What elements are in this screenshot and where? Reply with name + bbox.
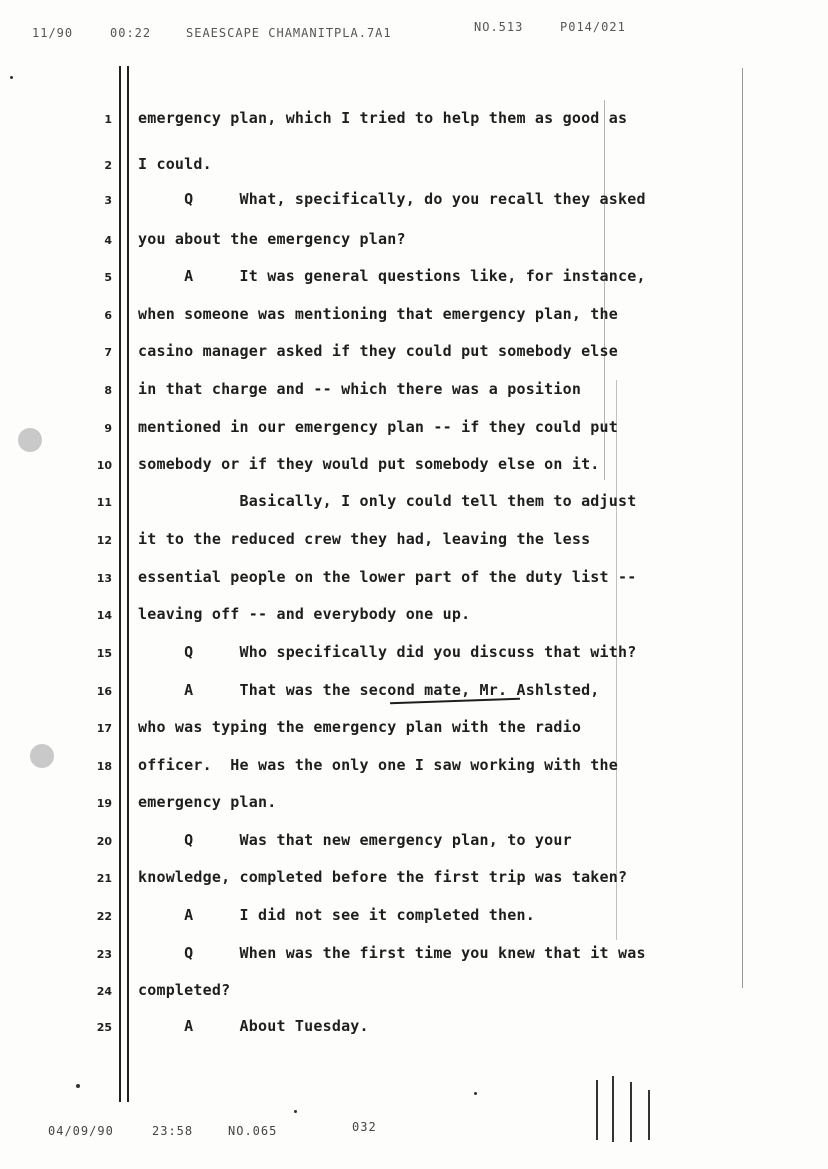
- fax-header-page: P014/021: [560, 20, 626, 34]
- line-text: knowledge, completed before the first trip was taken?: [138, 868, 628, 886]
- line-text: in that charge and -- which there was a position: [138, 380, 582, 398]
- scan-streak: [630, 1082, 632, 1142]
- line-number: 22: [96, 910, 112, 923]
- line-number: 21: [96, 872, 112, 885]
- line-text: emergency plan.: [138, 793, 277, 811]
- transcript-line: [0, 827, 828, 857]
- transcript-line: [0, 601, 828, 631]
- transcript-line: [0, 301, 828, 331]
- scan-speck: [10, 76, 13, 79]
- line-number: 6: [104, 309, 112, 322]
- fax-footer: [40, 1120, 540, 1144]
- line-text: Q What, specifically, do you recall they asked: [138, 190, 646, 208]
- transcript-line: [0, 752, 828, 782]
- fax-header-date: 11/90: [32, 26, 74, 40]
- transcript-line: [0, 263, 828, 293]
- line-number: 17: [96, 722, 112, 735]
- transcript-line: [0, 639, 828, 669]
- line-number: 13: [96, 572, 112, 585]
- line-text: I could.: [138, 155, 212, 173]
- line-number: 8: [104, 384, 112, 397]
- line-text: mentioned in our emergency plan -- if they could put: [138, 418, 618, 436]
- fax-header: [26, 20, 806, 46]
- transcript-line: [0, 488, 828, 518]
- line-text: Basically, I only could tell them to adjust: [138, 492, 637, 510]
- scan-streak: [648, 1090, 650, 1140]
- transcript-line: [0, 526, 828, 556]
- transcript-line: [0, 714, 828, 744]
- fax-header-sender: SEAESCAPE CHAMANITPLA.7A1: [186, 26, 392, 40]
- scan-streak: [612, 1076, 614, 1142]
- line-text: emergency plan, which I tried to help them as good as: [138, 109, 628, 127]
- line-text: A About Tuesday.: [138, 1017, 369, 1035]
- line-number: 11: [96, 496, 112, 509]
- transcript-line: [0, 902, 828, 932]
- line-text: casino manager asked if they could put somebody else: [138, 342, 618, 360]
- line-number: 23: [96, 948, 112, 961]
- transcript-line: [0, 1013, 828, 1043]
- line-text: when someone was mentioning that emergency plan, the: [138, 305, 618, 323]
- line-number: 1: [104, 113, 112, 126]
- fax-footer-date: 04/09/90: [48, 1124, 114, 1138]
- scan-speck: [474, 1092, 477, 1095]
- line-number: 5: [104, 271, 112, 284]
- line-text: A I did not see it completed then.: [138, 906, 535, 924]
- line-text: it to the reduced crew they had, leaving the less: [138, 530, 591, 548]
- line-number: 18: [96, 760, 112, 773]
- line-text: Q When was the first time you knew that it was: [138, 944, 646, 962]
- line-text: leaving off -- and everybody one up.: [138, 605, 471, 623]
- line-text: who was typing the emergency plan with the radio: [138, 718, 582, 736]
- line-number: 3: [104, 194, 112, 207]
- scan-speck: [76, 1084, 80, 1088]
- line-number: 20: [96, 835, 112, 848]
- transcript-line: [0, 977, 828, 1007]
- transcript-line: [0, 564, 828, 594]
- line-text: you about the emergency plan?: [138, 230, 406, 248]
- transcript-line: [0, 226, 828, 256]
- line-text: officer. He was the only one I saw working with the: [138, 756, 618, 774]
- fax-footer-number: NO.065: [228, 1124, 278, 1138]
- line-number: 24: [96, 985, 112, 998]
- transcript-line: [0, 151, 828, 181]
- scan-speck: [294, 1110, 297, 1113]
- line-text: A That was the second mate, Mr. Ashlsted,: [138, 681, 600, 699]
- line-text: completed?: [138, 981, 231, 999]
- line-number: 16: [96, 685, 112, 698]
- transcript-line: [0, 186, 828, 216]
- line-text: essential people on the lower part of the duty list --: [138, 568, 637, 586]
- transcript-line: [0, 376, 828, 406]
- transcript-line: [0, 451, 828, 481]
- transcript-line: [0, 789, 828, 819]
- line-text: A It was general questions like, for instance,: [138, 267, 646, 285]
- line-number: 14: [96, 609, 112, 622]
- transcript-line: [0, 105, 828, 135]
- line-number: 15: [96, 647, 112, 660]
- scan-streak: [596, 1080, 598, 1140]
- line-number: 7: [104, 346, 112, 359]
- line-text: Q Who specifically did you discuss that with?: [138, 643, 637, 661]
- transcript-line: [0, 338, 828, 368]
- transcript-line: [0, 864, 828, 894]
- line-number: 19: [96, 797, 112, 810]
- line-number: 4: [104, 234, 112, 247]
- line-number: 25: [96, 1021, 112, 1034]
- line-number: 2: [104, 159, 112, 172]
- line-text: Q Was that new emergency plan, to your: [138, 831, 572, 849]
- fax-header-number: NO.513: [474, 20, 524, 34]
- fax-header-time: 00:22: [110, 26, 152, 40]
- line-number: 9: [104, 422, 112, 435]
- fax-footer-page: 032: [352, 1120, 377, 1134]
- transcript-line: [0, 414, 828, 444]
- line-text: somebody or if they would put somebody else on it.: [138, 455, 600, 473]
- transcript-line: [0, 677, 828, 707]
- line-number: 10: [96, 459, 112, 472]
- line-number: 12: [96, 534, 112, 547]
- fax-footer-time: 23:58: [152, 1124, 194, 1138]
- transcript-line: [0, 940, 828, 970]
